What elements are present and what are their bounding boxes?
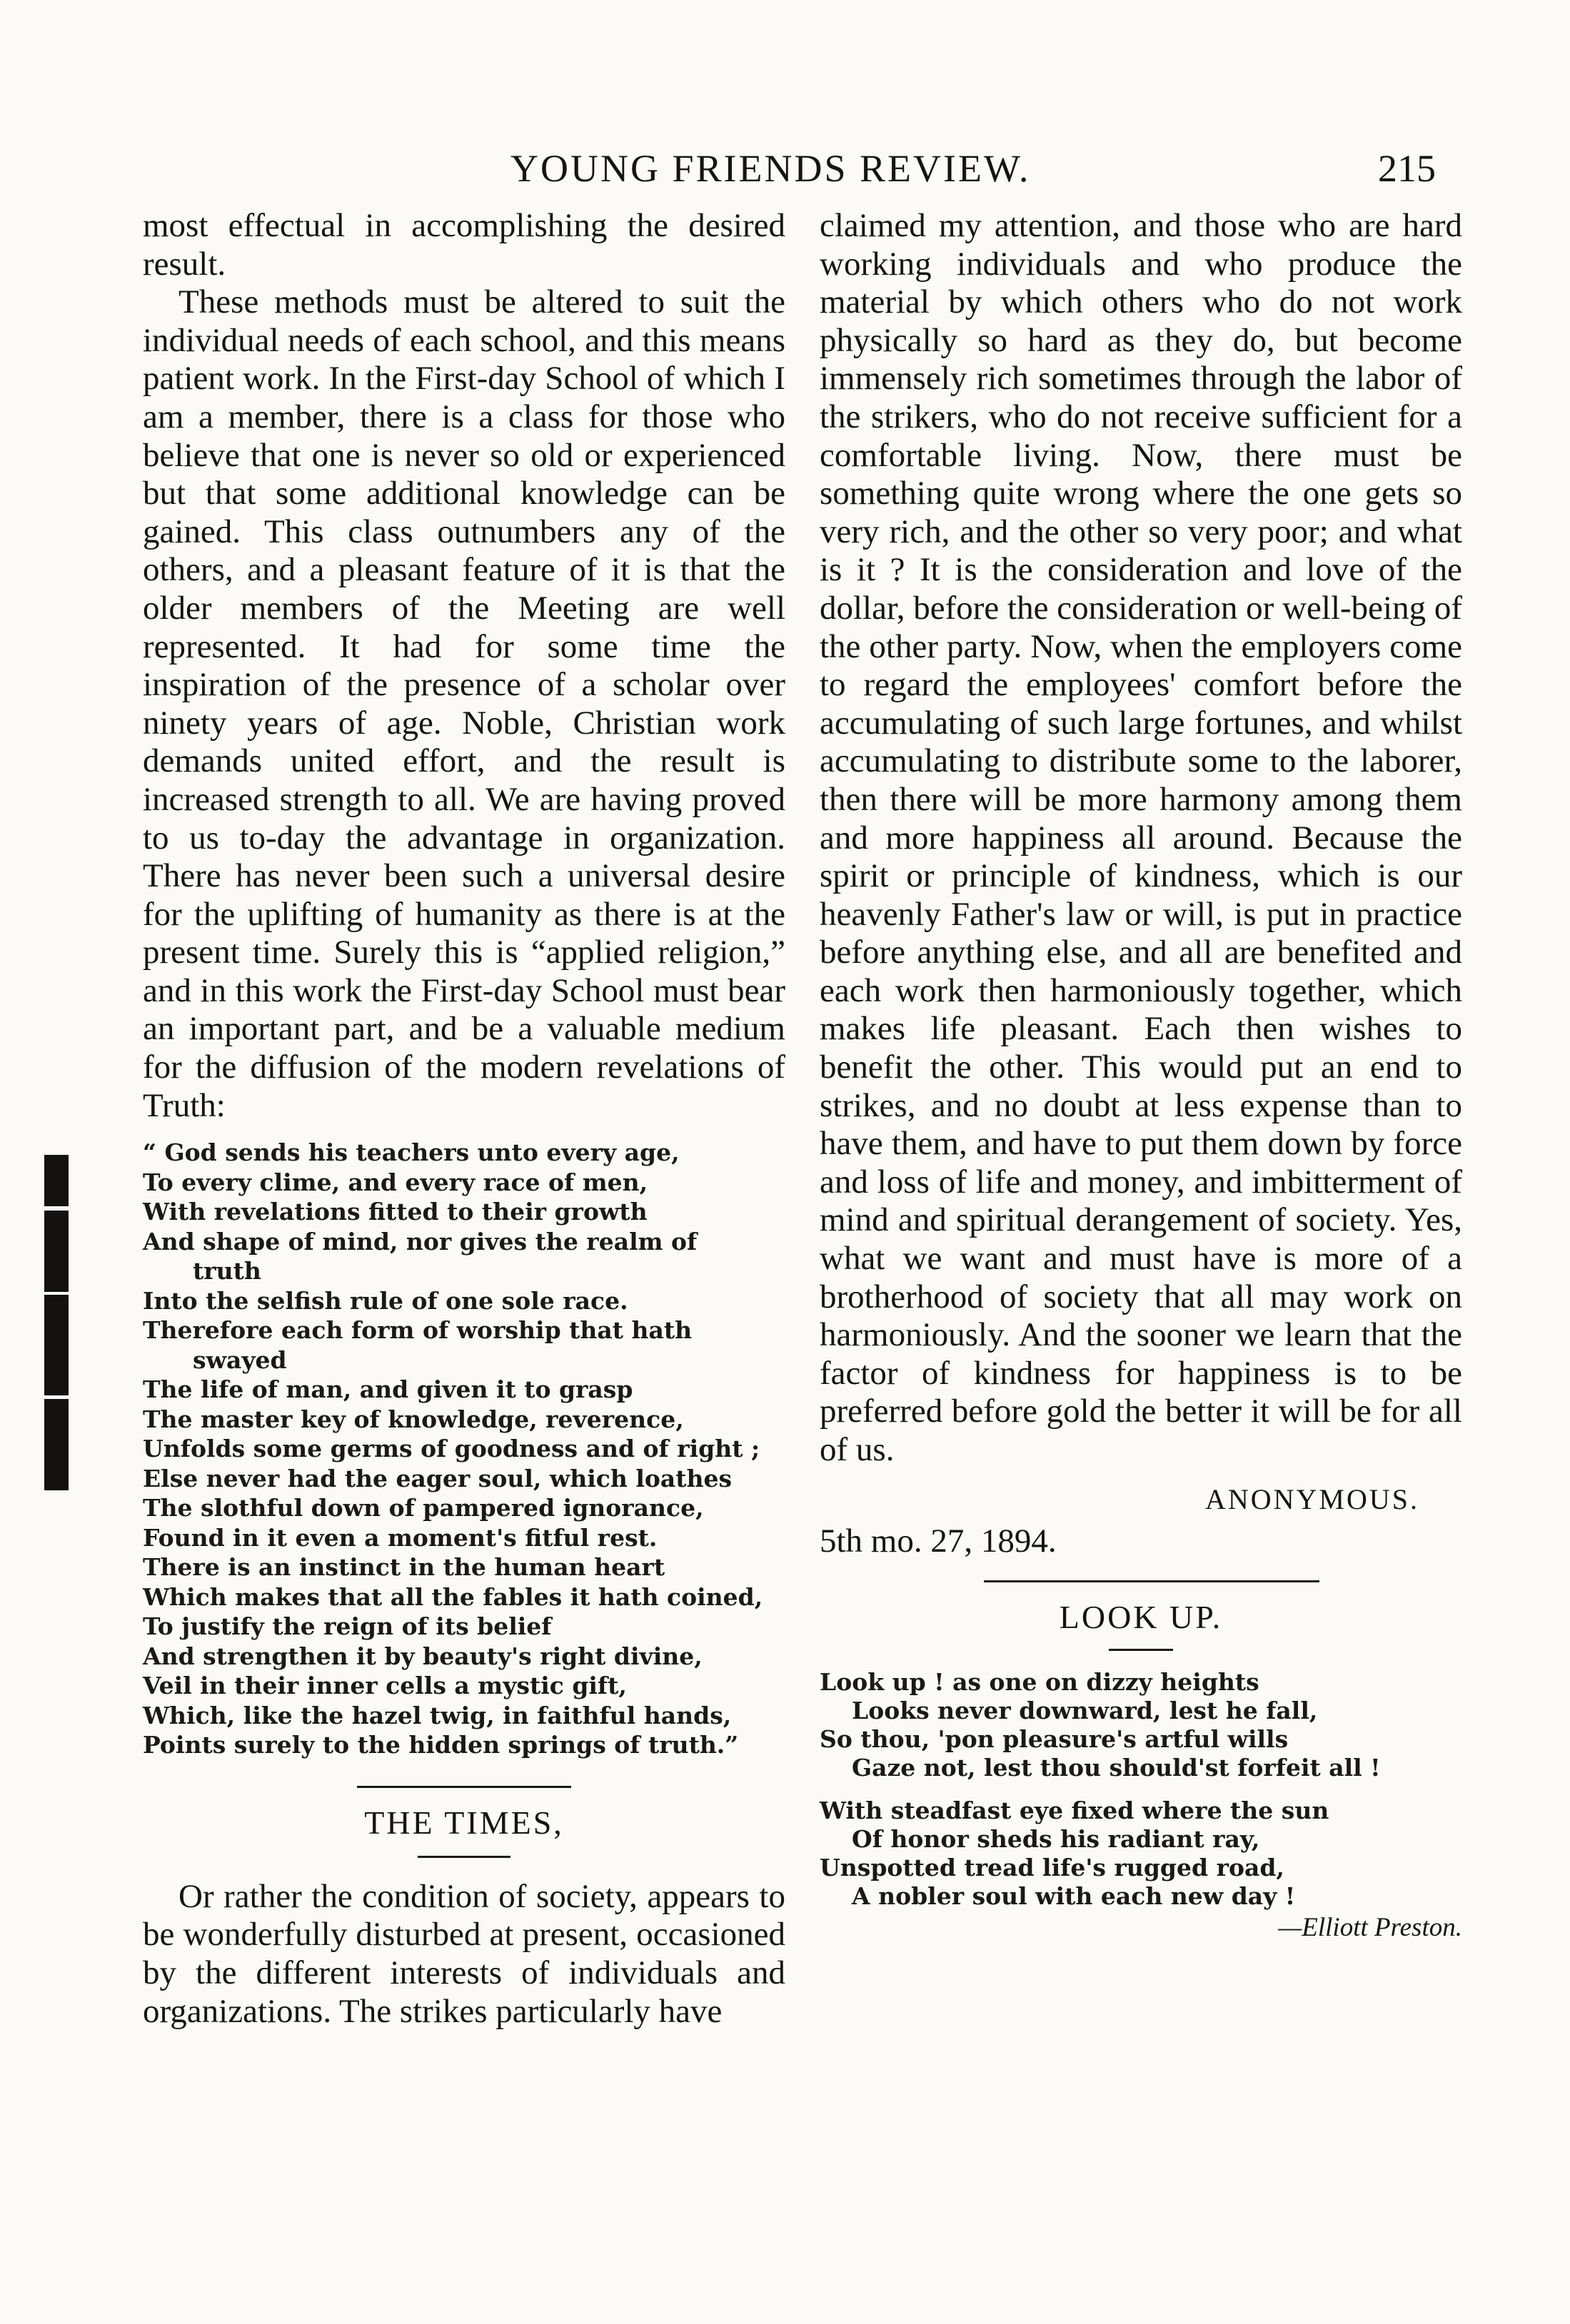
section-divider bbox=[357, 1786, 571, 1788]
poem-line: So thou, 'pon pleasure's artful wills bbox=[820, 1724, 1289, 1753]
poem-line: Which, like the hazel twig, in faithful hands, bbox=[143, 1701, 732, 1729]
poem-line: The life of man, and given it to grasp bbox=[143, 1375, 633, 1404]
poem-line: Gaze not, lest thou should'st forfeit all ! bbox=[852, 1753, 1381, 1782]
poem-line: “ God sends his teachers unto every age, bbox=[143, 1138, 680, 1167]
paragraph-continued: most effectual in accomplishing the desired result. bbox=[143, 207, 785, 283]
poem-look-up bbox=[820, 1668, 1462, 1911]
poem-line: Unfolds some germs of goodness and of right ; bbox=[143, 1435, 760, 1463]
right-column bbox=[820, 207, 1462, 1969]
signature: ANONYMOUS. bbox=[1204, 1482, 1419, 1515]
poem-line: Which makes that all the fables it hath coined, bbox=[143, 1582, 763, 1611]
paragraph-first-day-school: These methods must be altered to suit the individual needs of each school, and this means patient work. In the First-day School of which I am a member, there is a class for those who believe that one is never so old or experienced but that some additional knowledge can be gained. This class outnumbers any of the others, and a pleasant feature of it is that the older members of the Meeting are well represented. It had for some time the inspiration of the presence of a scholar over ninety years of age. Noble, Christian work demands united effort, and the result is increased strength to all. We are having proved to us to-day the advantage in organization. There has never been such a universal desire for the uplifting of humanity as there is at the present time. Surely this is “applied religion,” and in this work the First-day School must bear an important part, and be a valuable medium for the diffusion of the modern revelations of Truth: bbox=[143, 283, 785, 1124]
quoted-poem bbox=[143, 1138, 785, 1760]
margin-mark-gap bbox=[44, 1292, 69, 1295]
poem-line: Therefore each form of worship that hath bbox=[143, 1316, 693, 1345]
poem-line: Looks never downward, lest he fall, bbox=[852, 1696, 1318, 1724]
poem-line: Veil in their inner cells a mystic gift, bbox=[143, 1672, 627, 1700]
poem-line: swayed bbox=[193, 1345, 287, 1374]
margin-mark-gap bbox=[44, 1395, 69, 1399]
section-divider bbox=[984, 1580, 1319, 1582]
poem-line: And shape of mind, nor gives the realm of bbox=[143, 1227, 698, 1256]
poem-line: truth bbox=[193, 1257, 261, 1285]
running-title: YOUNG FRIENDS REVIEW. bbox=[510, 147, 1031, 190]
poem-line: To every clime, and every race of men, bbox=[143, 1168, 648, 1196]
title-rule bbox=[418, 1856, 510, 1858]
poem-line: The slothful down of pampered ignorance, bbox=[143, 1494, 704, 1522]
paragraph-the-times: Or rather the condition of society, appears to be wonderfully disturbed at present, occasioned by the different interests of individuals and organizations. The strikes particularly have bbox=[143, 1877, 785, 2030]
poem-line: Into the selfish rule of one sole race. bbox=[143, 1286, 628, 1315]
poem-line: With steadfast eye fixed where the sun bbox=[820, 1796, 1329, 1824]
margin-mark-gap bbox=[44, 1206, 69, 1211]
margin-mark bbox=[44, 1155, 69, 1490]
poem-attribution: —Elliott Preston. bbox=[1278, 1912, 1462, 1942]
poem-line: A nobler soul with each new day ! bbox=[852, 1881, 1296, 1910]
poem-line: With revelations fitted to their growth bbox=[143, 1198, 648, 1226]
poem-line: Unspotted tread life's rugged road, bbox=[820, 1853, 1284, 1881]
poem-line: To justify the reign of its belief bbox=[143, 1612, 552, 1641]
paragraph-strikes: claimed my attention, and those who are hard working individuals and who produce the material by which others who do not work physically so hard as they do, but become immensely rich sometimes through the labor of the strikers, who do not receive sufficient for a comfortable living. Now, there must be something quite wrong where the one gets so very rich, and the other so very poor; and what is it ? It is the consideration and love of the dollar, before the consideration or well-being of the other party. Now, when the employers come to regard the employees' comfort before the accumulating of such large fortunes, and whilst accumulating to distribute some to the laborer, then there will be more harmony among them and more happiness all around. Because the spirit or principle of kindness, which is our heavenly Father's law or will, is put in practice before anything else, and all are benefited and each work then harmoniously together, which makes life pleasant. Each then wishes to benefit the other. This would put an end to strikes, and no doubt at less expense than to have them, and have to put them down by force and loss of life and money, and imbitterment of mind and spiritual derangement of society. Yes, what we want and must have is more of a brotherhood of society that all may work on harmoniously. And the sooner we learn that the factor of kindness for happiness is to be preferred before gold the better it will be for all of us. bbox=[820, 207, 1462, 1468]
page-header bbox=[0, 146, 1570, 196]
poem-line: Of honor sheds his radiant ray, bbox=[852, 1824, 1260, 1853]
poem-line: Else never had the eager soul, which loathes bbox=[143, 1464, 733, 1492]
poem-line: And strengthen it by beauty's right divine, bbox=[143, 1642, 703, 1670]
section-title: THE TIMES, bbox=[364, 1804, 564, 1841]
poem-line: Found in it even a moment's fitful rest. bbox=[143, 1523, 658, 1552]
poem-line: Points surely to the hidden springs of truth.” bbox=[143, 1731, 739, 1759]
date-line: 5th mo. 27, 1894. bbox=[820, 1522, 1057, 1560]
poem-line: The master key of knowledge, reverence, bbox=[143, 1405, 684, 1433]
poem-line: There is an instinct in the human heart bbox=[143, 1553, 665, 1582]
poem-line: Look up ! as one on dizzy heights bbox=[820, 1667, 1259, 1696]
page-number: 215 bbox=[1378, 147, 1436, 190]
poem-title: LOOK UP. bbox=[1059, 1598, 1223, 1635]
left-column bbox=[143, 207, 785, 2031]
title-rule bbox=[1109, 1649, 1173, 1651]
